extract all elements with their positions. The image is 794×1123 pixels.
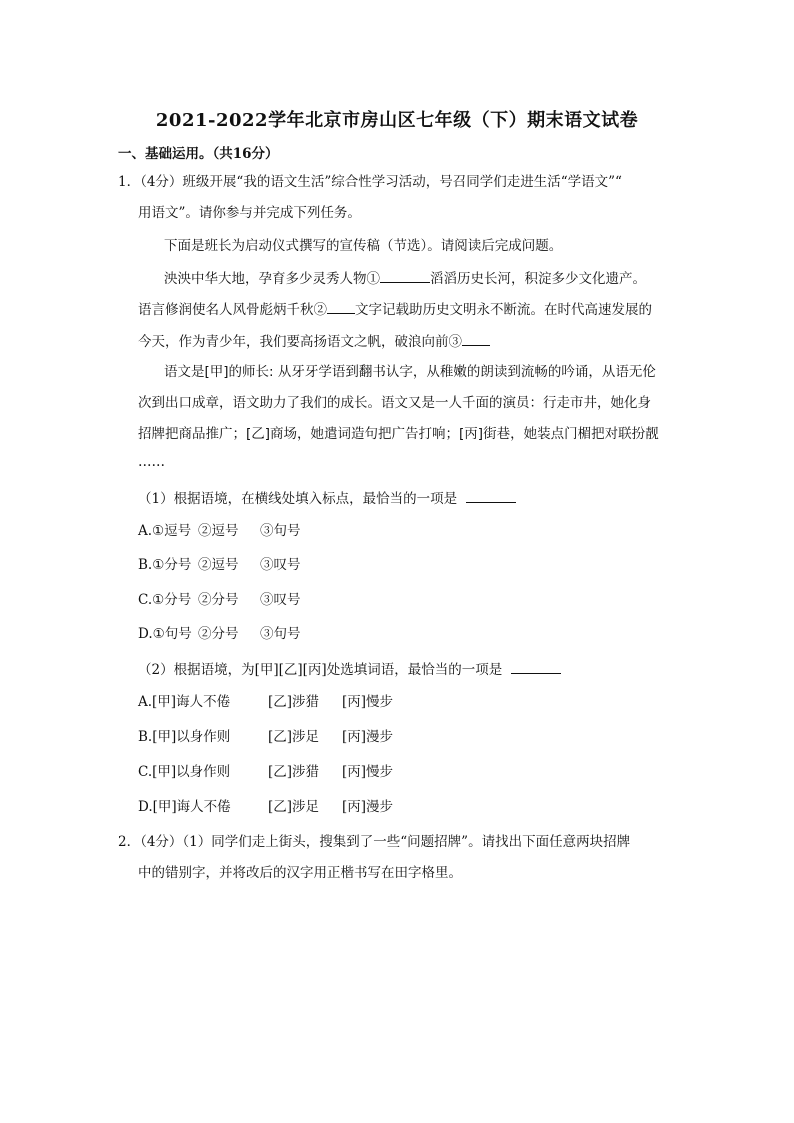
option-part: D.[甲]诲人不倦 <box>138 799 231 815</box>
option-part: ②分号 <box>198 626 239 642</box>
option-part: D.①句号 <box>138 626 192 642</box>
option-part: [乙]涉猎 <box>268 694 320 710</box>
option-part: ②逗号 <box>198 523 239 539</box>
option-part: [乙]涉猎 <box>268 764 320 780</box>
sub2-option-b[interactable] <box>138 727 393 747</box>
option-part: [乙]涉足 <box>268 729 320 745</box>
option-part: ③叹号 <box>260 557 301 573</box>
option-part: [乙]涉足 <box>268 799 320 815</box>
q1-sub1-prompt <box>138 488 516 509</box>
option-part: ②分号 <box>198 592 239 608</box>
q1-passage1-line2 <box>138 299 652 320</box>
q1-line1: 1．（4分）班级开展“我的语文生活”综合性学习活动，号召同学们走进生活“学语文”“ <box>118 174 622 190</box>
sub1-option-a[interactable] <box>138 521 301 541</box>
option-part: [丙]慢步 <box>342 764 394 780</box>
option-part: C.[甲]以身作则 <box>138 764 231 780</box>
passage-text: 滔滔历史长河，积淀多少文化遗产。 <box>430 271 646 287</box>
sub2-option-c[interactable] <box>138 762 393 782</box>
option-part: C.①分号 <box>138 592 192 608</box>
option-part: B.[甲]以身作则 <box>138 729 231 745</box>
answer-blank[interactable] <box>466 488 516 503</box>
answer-blank[interactable] <box>462 331 490 346</box>
option-part: [丙]慢步 <box>342 694 394 710</box>
answer-blank[interactable] <box>511 659 561 674</box>
passage-text: 今天，作为青少年，我们要高扬语文之帆，破浪向前③ <box>138 334 462 350</box>
q1-sub2-prompt <box>138 659 561 680</box>
q1-passage2-line1: 语文是[甲]的师长: 从牙牙学语到翻书认字，从稚嫩的朗读到流畅的吟诵，从语无伦 <box>164 364 656 380</box>
sub2-option-d[interactable] <box>138 797 393 817</box>
q1-intro: 下面是班长为启动仪式撰写的宣传稿（节选）。请阅读后完成问题。 <box>164 238 563 254</box>
sub1-option-d[interactable] <box>138 624 301 644</box>
q1-passage2-line4: …… <box>138 454 165 470</box>
answer-blank[interactable] <box>327 299 355 314</box>
q1-line2: 用语文”。请你参与并完成下列任务。 <box>138 205 361 221</box>
sub2-option-a[interactable] <box>138 692 393 712</box>
option-part: ②逗号 <box>198 557 239 573</box>
section-heading: 一、基础运用。（共16分） <box>118 146 279 162</box>
sub1-text: （1）根据语境，在横线处填入标点，最恰当的一项是 <box>138 491 458 507</box>
q1-passage2-line2: 次到出口成章，语文助力了我们的成长。语文又是一人千面的演员：行走市井，她化身 <box>138 395 651 411</box>
q2-line1: 2．（4分）（1）同学们走上街头，搜集到了一些“问题招牌”。请找出下面任意两块招牌 <box>118 834 631 850</box>
option-part: [丙]漫步 <box>342 729 394 745</box>
passage-text: 泱泱中华大地，孕育多少灵秀人物① <box>164 271 380 287</box>
sub1-option-c[interactable] <box>138 590 301 610</box>
sub1-option-b[interactable] <box>138 555 301 575</box>
sub2-text: （2）根据语境，为[甲][乙][丙]处选填词语，最恰当的一项是 <box>138 662 503 678</box>
q2-line2: 中的错别字，并将改后的汉字用正楷书写在田字格里。 <box>138 865 462 881</box>
passage-text: 语言修润使名人风骨彪炳千秋② <box>138 302 327 318</box>
option-part: ③句号 <box>260 523 301 539</box>
page-title: 2021-2022学年北京市房山区七年级（下）期末语文试卷 <box>155 110 639 131</box>
option-part: [丙]漫步 <box>342 799 394 815</box>
option-part: A.[甲]诲人不倦 <box>138 694 231 710</box>
option-part: A.①逗号 <box>138 523 192 539</box>
passage-text: 文字记载助历史文明永不断流。在时代高速发展的 <box>355 302 652 318</box>
q1-passage2-line3: 招牌把商品推广；[乙]商场，她遣词造句把广告打响；[丙]街巷，她装点门楣把对联扮靓 <box>138 426 659 442</box>
option-part: ③句号 <box>260 626 301 642</box>
option-part: ③叹号 <box>260 592 301 608</box>
q1-passage1-line1 <box>164 268 646 289</box>
q1-passage1-line3 <box>138 331 490 352</box>
option-part: B.①分号 <box>138 557 192 573</box>
answer-blank[interactable] <box>380 268 430 283</box>
